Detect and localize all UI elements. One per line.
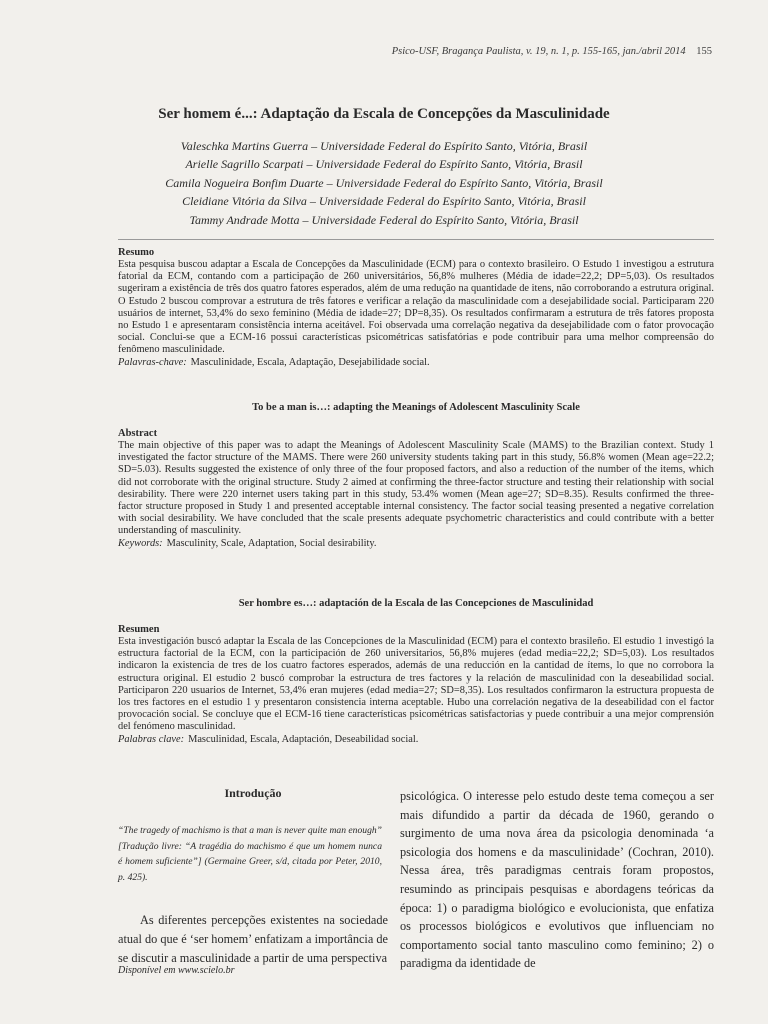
author-list [0,137,768,229]
author-line: Camila Nogueira Bonfim Duarte – Universidade Federal do Espírito Santo, Vitória, Brasil [165,175,603,190]
resumen-heading: Resumen [118,624,160,635]
resumen-text: Esta investigación buscó adaptar la Escala de las Concepciones de la Masculinidad (ECM) para el contexto brasileño. El estudio 1 investigó la estructura factorial de la ECM, con la participación de 260 universitarios, 56,8% mujeres (edad media=22,2; SD=5,03). Los resultados indicaron la existencia de tres de los cuatro factores esperados, además de una reducción en la cantidad de ítems, lo que no corrobora la estructura original. El estudio 2 buscó comprobar la estructura de tres factores y la relación de masculinidad con la deseabilidad social. Participaron 220 usuarios de Internet, 53,4% eran mujeres (edad media=27; SD=8,35). Los resultados confirmaron la estructura propuesta de los tres factores en el estudio 1 y presentaron consistencia interna aceptable. Hubo una correlación negativa de la deseabilidad con el factor provocación social. Se concluye que el ECM-16 tiene características psicométricas satisfactorias y puede contribuir a una mejor comprensión del fenómeno masculinidad. [118,636,714,733]
spanish-title: Ser hombre es…: adaptación de la Escala de las Concepciones de Masculinidad [238,598,594,609]
article-title: Ser homem é...: Adaptação da Escala de Concepções da Masculinidade [158,106,610,122]
author-line: Cleidiane Vitória da Silva – Universidade Federal do Espírito Santo, Vitória, Brasil [182,194,586,209]
author-line: Tammy Andrade Motta – Universidade Federal do Espírito Santo, Vitória, Brasil [189,212,579,227]
left-column [118,786,388,967]
abstract-section [118,428,714,550]
author-line: Valeschka Martins Guerra – Universidade Federal do Espírito Santo, Vitória, Brasil [180,139,588,153]
footer-availability: Disponível em www.scielo.br [118,965,235,976]
keywords-label: Palavras-chave: [118,356,187,368]
abstract-heading: Abstract [118,428,158,439]
keywords-label: Palabras clave: [118,733,185,745]
resumo-heading: Resumo [118,247,155,258]
author-line: Arielle Sagrillo Scarpati – Universidade Federal do Espírito Santo, Vitória, Brasil [185,157,583,172]
resumo-text: Esta pesquisa buscou adaptar a Escala de Concepções da Masculinidade (ECM) para o contexto brasileiro. O Estudo 1 investigou a estrutura fatorial da ECM, contando com a participação de 260 universitários, 56,8% mulheres (Média de idade=22,2; DP=5,03). Os resultados sugeriram a existência de três dos quatro fatores esperados, além de uma redução na quantidade de itens, não corroborando a estrutura original. O Estudo 2 buscou comprovar a estrutura de três fatores e verificar a relação da masculinidade com a desejabilidade social. Participaram 220 usuários de internet, 53,4% do sexo feminino (Média de idade=27; DP=8,35). Os resultados confirmaram a estrutura de três fatores proposta no Estudo 1 e apresentaram consistência interna aceitável. Foi observada uma correlação negativa da desejabilidade com o fator provocação social. Conclui-se que a ECM-16 possui características psicométricas satisfatórias e pode contribuir para uma melhor compreensão do fenômeno masculinidade. [118,259,714,356]
epigraph: “The tragedy of machismo is that a man is never quite man enough” [Tradução livre: “A tragédia do machismo é que um homem nunca é homem suficiente”] (Germaine Greer, s/d, citada por Peter, 2010, p. 425). [118,825,382,883]
abstract-text: The main objective of this paper was to adapt the Meanings of Adolescent Masculinity Scale (MAMS) to the Brazilian context. Study 1 investigated the factor structure of the MAMS. There were 260 university students taking part in this study, 56.8% women (Mean age=22.2; SD=5.03). Results suggested the existence of only three of the four proposed factors, and also a reduction of the number of the items, which did not corroborate with the original structure. Study 2 aimed at confirming the three-factor structure and testing their relationship with social desirability. There were 220 internet users taking part in this study, 53.4% women (Mean age=27; SD=8.35). Results confirmed the three-factor structure proposed in Study 1 and presented acceptable internal consistency. The factor social teasing presented a negative correlation with social desirability. We have concluded that the scale presents adequate psychometric characteristics and could contribute with a better understanding of masculinity. [118,440,714,537]
running-head [392,46,712,57]
resumo-section [118,247,714,369]
right-column [400,787,714,973]
page-number: 155 [696,46,712,57]
resumen-keywords [118,734,714,746]
resumo-keywords [118,357,714,369]
english-title: To be a man is…: adapting the Meanings of Adolescent Masculinity Scale [252,402,580,413]
body-paragraph: As diferentes percepções existentes na sociedade atual do que é ‘ser homem’ enfatizam a importância de se discutir a masculinidade a partir de uma perspectiva [118,913,388,965]
abstract-keywords [118,538,714,550]
journal-citation: Psico-USF, Bragança Paulista, v. 19, n. 1, p. 155-165, jan./abril 2014 [391,46,686,57]
keywords-value: Masculinity, Scale, Adaptation, Social desirability. [166,537,377,549]
body-paragraph: psicológica. O interesse pelo estudo deste tema começou a ser mais difundido a partir da década de 1960, gerando o surgimento de uma nova área da psicologia denominada ‘a psicologia dos homens e da masculinidade’ (Cochran, 2010). Nessa área, três paradigmas centrais foram propostos, resumindo as principais pesquisas e abordagens teóricas da época: 1) o paradigma biológico e evolucionista, que enfatiza os processos biológicos e evolutivos que influenciam no comportamento social tanto masculino como feminino; 2) o paradigma da identidade de [400,789,714,971]
keywords-label: Keywords: [118,537,163,549]
keywords-value: Masculinidad, Escala, Adaptación, Deseabilidad social. [188,733,419,745]
keywords-value: Masculinidade, Escala, Adaptação, Desejabilidade social. [190,356,430,368]
introduction-heading: Introdução [224,786,282,800]
resumen-section [118,624,714,746]
divider [118,239,714,240]
